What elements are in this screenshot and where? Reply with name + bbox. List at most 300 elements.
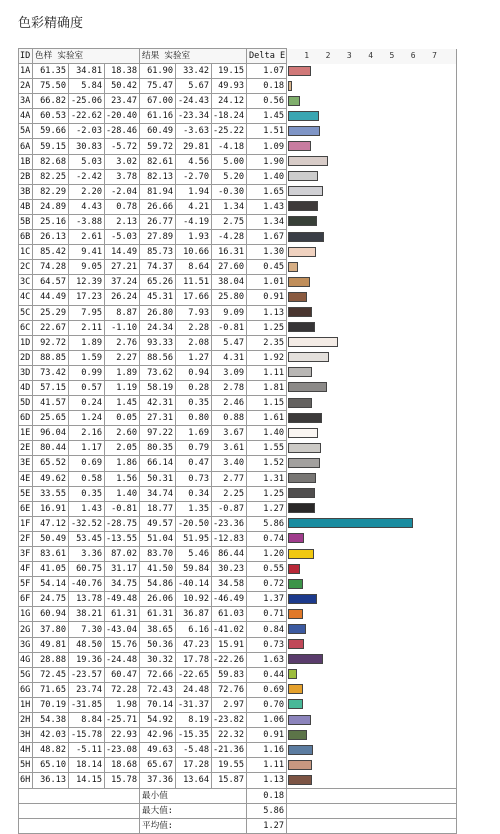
result-lab-value: 1.35	[176, 501, 212, 516]
sample-lab-value: -22.62	[69, 109, 105, 124]
sample-lab-value: 34.81	[69, 64, 105, 79]
sample-lab-value: 96.04	[33, 426, 69, 441]
sample-lab-value: 24.89	[33, 199, 69, 214]
result-lab-value: 5.47	[212, 335, 247, 350]
sample-lab-value: 87.02	[105, 547, 140, 562]
sample-lab-value: 54.38	[33, 713, 69, 728]
delta-e-bar-cell	[287, 245, 457, 260]
sample-lab-value: 2.27	[105, 350, 140, 365]
result-lab-value: 61.03	[212, 607, 247, 622]
delta-e-value: 1.16	[247, 743, 287, 758]
delta-e-bar-cell	[287, 214, 457, 229]
table-row	[19, 305, 457, 320]
delta-e-bar	[288, 518, 413, 528]
page-title: 色彩精确度	[18, 16, 84, 31]
delta-e-bar	[288, 186, 323, 196]
delta-e-bar-cell	[287, 697, 457, 712]
sample-lab-value: 3.78	[105, 169, 140, 184]
result-lab-value: -21.36	[212, 743, 247, 758]
result-lab-value: 3.61	[212, 441, 247, 456]
result-lab-value: 22.32	[212, 728, 247, 743]
delta-e-value: 0.71	[247, 607, 287, 622]
patch-id: 3D	[19, 365, 33, 380]
table-row	[19, 154, 457, 169]
sample-lab-value: 64.57	[33, 275, 69, 290]
result-lab-value: 13.64	[176, 773, 212, 788]
delta-e-bar-cell	[287, 637, 457, 652]
delta-e-bar	[288, 126, 320, 136]
table-row	[19, 124, 457, 139]
sample-lab-value: 70.19	[33, 697, 69, 712]
delta-e-bar-cell	[287, 139, 457, 154]
delta-e-value: 0.44	[247, 667, 287, 682]
sample-lab-value: 82.68	[33, 154, 69, 169]
result-lab-value: -24.43	[176, 94, 212, 109]
sample-lab-value: 50.49	[33, 531, 69, 546]
sample-lab-value: 60.53	[33, 109, 69, 124]
result-lab-value: 45.31	[140, 290, 176, 305]
sample-lab-value: 2.13	[105, 214, 140, 229]
delta-e-bar-cell	[287, 501, 457, 516]
delta-e-value: 0.69	[247, 682, 287, 697]
result-lab-value: 5.20	[212, 169, 247, 184]
result-lab-value: 24.48	[176, 682, 212, 697]
patch-id: 5H	[19, 758, 33, 773]
table-row	[19, 230, 457, 245]
result-lab-value: 72.76	[212, 682, 247, 697]
sample-lab-value: -28.75	[105, 516, 140, 531]
delta-e-bar	[288, 413, 322, 423]
patch-id: 3G	[19, 637, 33, 652]
delta-e-value: 2.35	[247, 335, 287, 350]
sample-lab-value: -31.85	[69, 697, 105, 712]
delta-e-bar-cell	[287, 577, 457, 592]
result-lab-value: 0.79	[176, 441, 212, 456]
result-lab-value: 2.75	[212, 214, 247, 229]
table-row	[19, 652, 457, 667]
sample-lab-value: 50.42	[105, 79, 140, 94]
sample-lab-value: 49.81	[33, 637, 69, 652]
sample-lab-value: 1.89	[69, 335, 105, 350]
delta-e-bar-cell	[287, 652, 457, 667]
delta-e-bar	[288, 352, 329, 362]
result-lab-value: 0.47	[176, 456, 212, 471]
delta-e-bar	[288, 382, 327, 392]
sample-lab-value: -5.03	[105, 230, 140, 245]
sample-lab-value: -25.71	[105, 713, 140, 728]
sample-lab-value: 8.87	[105, 305, 140, 320]
sample-lab-value: 5.84	[69, 79, 105, 94]
sample-lab-value: 85.42	[33, 245, 69, 260]
result-lab-value: 54.92	[140, 713, 176, 728]
table-header-row	[19, 49, 457, 64]
result-lab-value: 3.40	[212, 456, 247, 471]
delta-e-bar-cell	[287, 547, 457, 562]
delta-e-bar-cell	[287, 380, 457, 395]
patch-id: 2F	[19, 531, 33, 546]
delta-e-bar-cell	[287, 773, 457, 788]
delta-e-bar-cell	[287, 411, 457, 426]
table-row	[19, 758, 457, 773]
sample-lab-value: 23.74	[69, 682, 105, 697]
result-lab-value: -40.14	[176, 577, 212, 592]
result-lab-value: 59.72	[140, 139, 176, 154]
result-lab-value: 2.28	[176, 320, 212, 335]
sample-lab-value: 72.45	[33, 667, 69, 682]
result-lab-value: 10.66	[176, 245, 212, 260]
sample-lab-value: 0.05	[105, 411, 140, 426]
result-lab-value: 27.60	[212, 260, 247, 275]
patch-id: 3F	[19, 547, 33, 562]
result-lab-value: 74.37	[140, 260, 176, 275]
summary-blank	[287, 818, 457, 833]
delta-e-value: 1.27	[247, 501, 287, 516]
sample-lab-value: 5.03	[69, 154, 105, 169]
sample-lab-value: 27.21	[105, 260, 140, 275]
summary-row	[19, 803, 457, 818]
result-lab-value: 1.94	[176, 184, 212, 199]
patch-id: 2D	[19, 350, 33, 365]
patch-id: 1D	[19, 335, 33, 350]
patch-id: 2H	[19, 713, 33, 728]
patch-id: 1A	[19, 64, 33, 79]
delta-e-value: 1.11	[247, 365, 287, 380]
result-lab-value: 2.78	[212, 380, 247, 395]
sample-lab-value: 72.28	[105, 682, 140, 697]
sample-lab-value: 1.43	[69, 501, 105, 516]
summary-blank	[287, 803, 457, 818]
sample-lab-value: 65.10	[33, 758, 69, 773]
summary-row	[19, 788, 457, 803]
result-lab-value: 2.77	[212, 471, 247, 486]
table-row	[19, 592, 457, 607]
delta-e-bar-cell	[287, 758, 457, 773]
result-lab-value: 5.46	[176, 547, 212, 562]
result-lab-value: 61.31	[140, 607, 176, 622]
sample-lab-value: 44.49	[33, 290, 69, 305]
table-row	[19, 501, 457, 516]
delta-e-value: 1.30	[247, 245, 287, 260]
delta-e-bar-cell	[287, 396, 457, 411]
sample-lab-value: 42.03	[33, 728, 69, 743]
delta-e-value: 0.73	[247, 637, 287, 652]
table-row	[19, 109, 457, 124]
delta-e-value: 1.61	[247, 411, 287, 426]
sample-lab-value: 1.17	[69, 441, 105, 456]
delta-e-value: 1.67	[247, 230, 287, 245]
result-lab-value: 49.57	[140, 516, 176, 531]
sample-lab-value: -25.06	[69, 94, 105, 109]
result-lab-value: 70.14	[140, 697, 176, 712]
patch-id: 4D	[19, 380, 33, 395]
table-row	[19, 411, 457, 426]
sample-lab-value: 59.15	[33, 139, 69, 154]
sample-lab-value: 1.89	[105, 365, 140, 380]
result-lab-value: 1.34	[212, 199, 247, 214]
delta-e-bar	[288, 232, 324, 242]
sample-lab-value: 61.35	[33, 64, 69, 79]
sample-lab-value: 33.55	[33, 486, 69, 501]
result-lab-value: 2.46	[212, 396, 247, 411]
delta-e-value: 1.92	[247, 350, 287, 365]
result-lab-value: -5.48	[176, 743, 212, 758]
summary-label: 最大值:	[140, 803, 247, 818]
result-lab-value: 51.95	[176, 531, 212, 546]
result-lab-value: 0.28	[176, 380, 212, 395]
delta-e-bar-cell	[287, 184, 457, 199]
sample-lab-value: -2.03	[69, 124, 105, 139]
result-lab-value: -12.83	[212, 531, 247, 546]
result-lab-value: 0.88	[212, 411, 247, 426]
sample-lab-value: 36.13	[33, 773, 69, 788]
result-lab-value: 17.28	[176, 758, 212, 773]
patch-id: 4E	[19, 471, 33, 486]
delta-e-bar-cell	[287, 592, 457, 607]
result-lab-value: -20.50	[176, 516, 212, 531]
delta-e-value: 1.51	[247, 124, 287, 139]
sample-lab-value: 9.41	[69, 245, 105, 260]
sample-lab-value: 0.78	[105, 199, 140, 214]
patch-id: 1F	[19, 516, 33, 531]
table-row	[19, 743, 457, 758]
delta-e-bar	[288, 624, 306, 634]
sample-lab-value: 2.61	[69, 230, 105, 245]
result-lab-value: 42.96	[140, 728, 176, 743]
sample-lab-value: -28.46	[105, 124, 140, 139]
result-lab-value: 1.93	[176, 230, 212, 245]
delta-e-bar	[288, 337, 338, 347]
delta-e-value: 1.37	[247, 592, 287, 607]
result-lab-value: 81.94	[140, 184, 176, 199]
sample-lab-value: 2.76	[105, 335, 140, 350]
delta-e-value: 0.84	[247, 622, 287, 637]
sample-lab-value: 0.58	[69, 471, 105, 486]
result-lab-value: 0.94	[176, 365, 212, 380]
delta-e-value: 1.55	[247, 441, 287, 456]
result-lab-value: -23.82	[212, 713, 247, 728]
delta-e-bar-cell	[287, 109, 457, 124]
result-lab-value: 49.93	[212, 79, 247, 94]
delta-e-bar-cell	[287, 365, 457, 380]
result-lab-value: -0.87	[212, 501, 247, 516]
table-row	[19, 260, 457, 275]
result-lab-value: 4.31	[212, 350, 247, 365]
delta-e-bar-cell	[287, 486, 457, 501]
result-lab-value: -4.19	[176, 214, 212, 229]
table-row	[19, 667, 457, 682]
delta-e-bar-cell	[287, 607, 457, 622]
sample-lab-value: -49.48	[105, 592, 140, 607]
result-lab-value: 15.87	[212, 773, 247, 788]
delta-e-value: 1.81	[247, 380, 287, 395]
delta-e-bar	[288, 745, 313, 755]
patch-id: 2A	[19, 79, 33, 94]
delta-e-bar	[288, 277, 310, 287]
result-lab-value: 9.09	[212, 305, 247, 320]
result-lab-value: 2.97	[212, 697, 247, 712]
sample-lab-value: 22.93	[105, 728, 140, 743]
delta-e-value: 0.70	[247, 697, 287, 712]
result-lab-value: 1.27	[176, 350, 212, 365]
patch-id: 1E	[19, 426, 33, 441]
sample-lab-value: 1.56	[105, 471, 140, 486]
sample-lab-value: -15.78	[69, 728, 105, 743]
result-lab-value: 4.21	[176, 199, 212, 214]
delta-e-bar	[288, 201, 318, 211]
delta-e-bar	[288, 156, 328, 166]
delta-e-bar-cell	[287, 275, 457, 290]
delta-e-bar-cell	[287, 230, 457, 245]
chart-tick-label: 4	[368, 51, 374, 60]
delta-e-bar-cell	[287, 199, 457, 214]
table-row	[19, 169, 457, 184]
result-lab-value: 61.90	[140, 64, 176, 79]
result-lab-value: -0.30	[212, 184, 247, 199]
sample-lab-value: 26.24	[105, 290, 140, 305]
result-lab-value: 50.31	[140, 471, 176, 486]
sample-lab-value: 41.05	[33, 562, 69, 577]
sample-lab-value: -23.08	[105, 743, 140, 758]
result-lab-value: 65.26	[140, 275, 176, 290]
sample-lab-value: 73.42	[33, 365, 69, 380]
result-lab-value: 15.91	[212, 637, 247, 652]
delta-e-bar-cell	[287, 743, 457, 758]
sample-lab-value: -23.57	[69, 667, 105, 682]
table-row	[19, 562, 457, 577]
patch-id: 6G	[19, 682, 33, 697]
result-lab-value: 72.43	[140, 682, 176, 697]
patch-id: 1G	[19, 607, 33, 622]
patch-id: 5C	[19, 305, 33, 320]
patch-id: 6B	[19, 230, 33, 245]
patch-id: 3A	[19, 94, 33, 109]
sample-lab-value: 15.78	[105, 773, 140, 788]
result-lab-value: 65.67	[140, 758, 176, 773]
delta-e-bar-cell	[287, 682, 457, 697]
delta-e-bar	[288, 669, 297, 679]
delta-e-bar-cell	[287, 64, 457, 79]
result-lab-value: 26.80	[140, 305, 176, 320]
result-lab-value: -4.28	[212, 230, 247, 245]
sample-lab-value: 1.19	[105, 380, 140, 395]
delta-e-value: 0.56	[247, 94, 287, 109]
table-row	[19, 380, 457, 395]
result-lab-value: 19.55	[212, 758, 247, 773]
result-lab-value: 19.15	[212, 64, 247, 79]
table-row	[19, 456, 457, 471]
header-id: ID	[19, 49, 33, 64]
patch-id: 6F	[19, 592, 33, 607]
result-lab-value: 7.93	[176, 305, 212, 320]
result-lab-value: 50.36	[140, 637, 176, 652]
table-row	[19, 320, 457, 335]
sample-lab-value: 30.83	[69, 139, 105, 154]
delta-e-value: 1.15	[247, 396, 287, 411]
delta-e-bar	[288, 247, 316, 257]
result-lab-value: 25.80	[212, 290, 247, 305]
sample-lab-value: 75.50	[33, 79, 69, 94]
result-lab-value: 26.66	[140, 199, 176, 214]
sample-lab-value: 0.24	[69, 396, 105, 411]
result-lab-value: 4.56	[176, 154, 212, 169]
delta-e-value: 1.40	[247, 169, 287, 184]
delta-e-value: 1.45	[247, 109, 287, 124]
result-lab-value: 49.63	[140, 743, 176, 758]
sample-lab-value: 14.15	[69, 773, 105, 788]
result-lab-value: -22.65	[176, 667, 212, 682]
patch-id: 5G	[19, 667, 33, 682]
delta-e-bar-cell	[287, 79, 457, 94]
delta-e-bar-cell	[287, 335, 457, 350]
result-lab-value: -2.70	[176, 169, 212, 184]
sample-lab-value: 0.35	[69, 486, 105, 501]
delta-e-bar	[288, 684, 303, 694]
delta-e-bar	[288, 609, 303, 619]
result-lab-value: -25.22	[212, 124, 247, 139]
patch-id: 5F	[19, 577, 33, 592]
delta-e-value: 1.01	[247, 275, 287, 290]
delta-e-bar	[288, 699, 303, 709]
sample-lab-value: -40.76	[69, 577, 105, 592]
sample-lab-value: 2.20	[69, 184, 105, 199]
delta-e-value: 1.20	[247, 547, 287, 562]
chart-tick-label: 3	[346, 51, 352, 60]
sample-lab-value: -13.55	[105, 531, 140, 546]
table-row	[19, 139, 457, 154]
result-lab-value: 75.47	[140, 79, 176, 94]
header-sample-lab: 色样 实验室	[33, 49, 140, 64]
sample-lab-value: 24.75	[33, 592, 69, 607]
sample-lab-value: 37.24	[105, 275, 140, 290]
patch-id: 4A	[19, 109, 33, 124]
sample-lab-value: 41.57	[33, 396, 69, 411]
result-lab-value: 93.33	[140, 335, 176, 350]
result-lab-value: 82.13	[140, 169, 176, 184]
delta-e-bar	[288, 262, 298, 272]
delta-e-bar	[288, 730, 307, 740]
sample-lab-value: 1.98	[105, 697, 140, 712]
patch-id: 4C	[19, 290, 33, 305]
result-lab-value: -18.24	[212, 109, 247, 124]
sample-lab-value: 1.24	[69, 411, 105, 426]
patch-id: 5A	[19, 124, 33, 139]
sample-lab-value: -2.42	[69, 169, 105, 184]
sample-lab-value: 12.39	[69, 275, 105, 290]
sample-lab-value: -32.52	[69, 516, 105, 531]
delta-e-bar-cell	[287, 350, 457, 365]
delta-e-bar	[288, 307, 312, 317]
table-row	[19, 486, 457, 501]
result-lab-value: 26.77	[140, 214, 176, 229]
sample-lab-value: 18.14	[69, 758, 105, 773]
table-row	[19, 531, 457, 546]
result-lab-value: 67.00	[140, 94, 176, 109]
delta-e-value: 1.11	[247, 758, 287, 773]
header-result-lab: 结果 实验室	[140, 49, 247, 64]
patch-id: 2B	[19, 169, 33, 184]
delta-e-bar-cell	[287, 471, 457, 486]
result-lab-value: 33.42	[176, 64, 212, 79]
result-lab-value: 59.84	[176, 562, 212, 577]
result-lab-value: 34.74	[140, 486, 176, 501]
delta-e-bar	[288, 549, 314, 559]
result-lab-value: 5.67	[176, 79, 212, 94]
sample-lab-value: 48.50	[69, 637, 105, 652]
result-lab-value: 30.23	[212, 562, 247, 577]
delta-e-value: 0.91	[247, 290, 287, 305]
sample-lab-value: 25.29	[33, 305, 69, 320]
result-lab-value: -3.63	[176, 124, 212, 139]
